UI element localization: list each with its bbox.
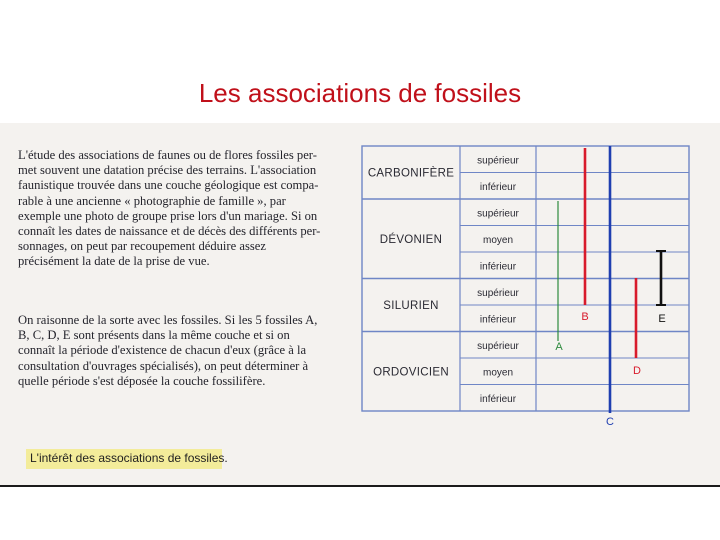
- text-line: précisément la date de la prise de vue.: [18, 254, 210, 269]
- text-line: met souvent une datation précise des terrains. L'association: [18, 163, 317, 178]
- period-label: SILURIEN: [383, 300, 439, 312]
- fossil-label-a: A: [555, 341, 563, 353]
- stage-label: supérieur: [477, 155, 519, 167]
- figure-caption: L'intérêt des associations de fossiles.: [30, 451, 228, 465]
- stage-label: supérieur: [477, 340, 519, 352]
- text-line: consultation d'ouvrages spécialisés), on peut déterminer à: [18, 358, 309, 373]
- fossil-label-b: B: [581, 311, 589, 323]
- fossil-label-e: E: [658, 313, 666, 325]
- stage-label: moyen: [482, 367, 514, 379]
- text-line: connaît les dates de naissance et de décès des différents per-: [18, 224, 321, 239]
- slide-title: Les associations de fossiles: [198, 78, 522, 108]
- text-line: exemple une photo de groupe prise lors d'un mariage. Si on: [18, 208, 318, 223]
- bottom-divider: [0, 485, 720, 487]
- text-line: connaît la période d'existence de chacun d'eux (grâce à la: [18, 343, 307, 358]
- textbook-scan: [0, 123, 720, 485]
- text-line: L'étude des associations de faunes ou de flores fossiles per-: [18, 148, 317, 162]
- period-label: DÉVONIEN: [379, 233, 443, 246]
- stratigraphic-range-chart: [0, 123, 720, 485]
- stage-label: inférieur: [479, 314, 517, 326]
- fossil-label-d: D: [633, 365, 641, 377]
- stage-label: supérieur: [477, 287, 519, 299]
- stage-label: moyen: [482, 234, 514, 246]
- fossil-label-c: C: [606, 416, 614, 428]
- text-line: quelle période s'est déposée la couche fossilifère.: [18, 373, 266, 388]
- text-line: B, C, D, E sont présents dans la même couche et si on: [18, 328, 290, 343]
- text-line: On raisonne de la sorte avec les fossiles. Si les 5 fossiles A,: [18, 313, 318, 327]
- text-line: sonnages, on peut par recoupement déduire assez: [18, 239, 266, 254]
- text-line: faunistique trouvée dans une couche géologique est compa-: [18, 178, 319, 193]
- stage-label: inférieur: [479, 393, 517, 405]
- period-label: CARBONIFÈRE: [367, 167, 455, 180]
- text-line: rable à une ancienne « photographie de famille », par: [18, 193, 286, 208]
- stage-label: inférieur: [479, 181, 517, 193]
- period-label: ORDOVICIEN: [373, 366, 449, 379]
- stage-label: supérieur: [477, 208, 519, 220]
- stage-label: inférieur: [479, 261, 517, 273]
